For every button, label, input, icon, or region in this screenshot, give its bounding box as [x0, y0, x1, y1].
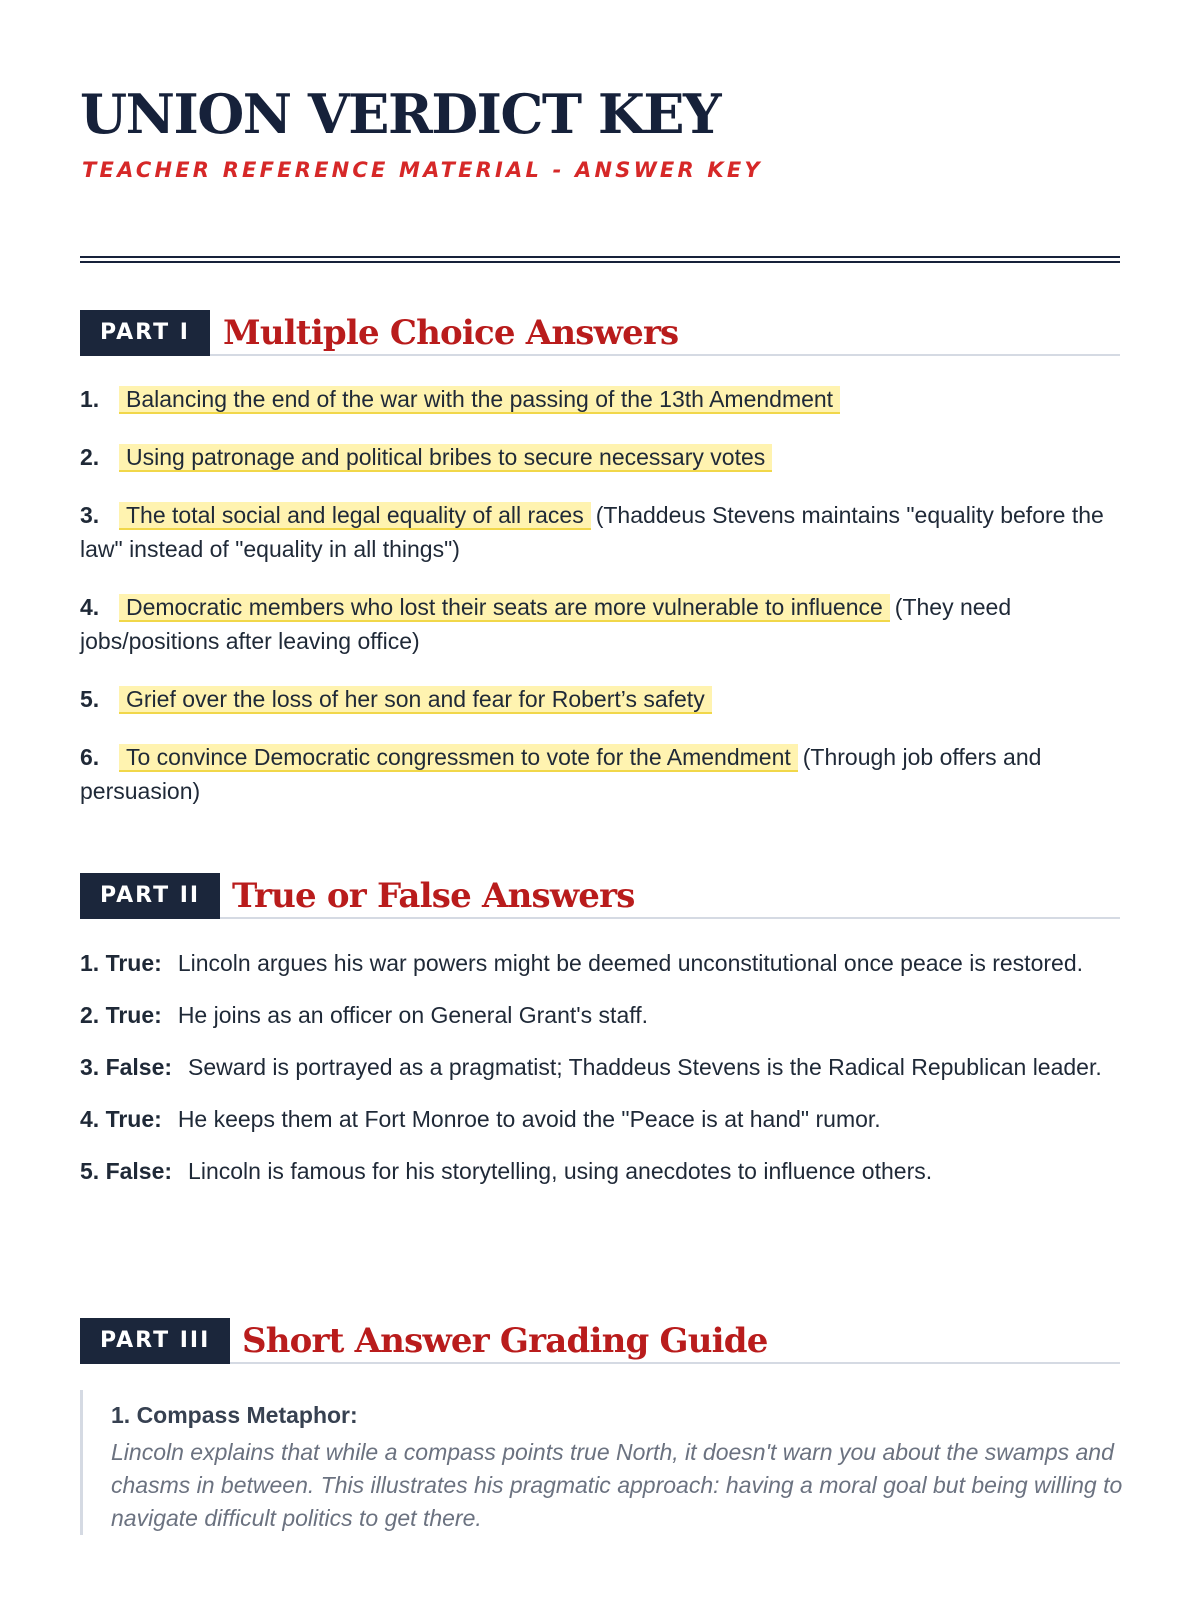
answer-note: (They need jobs/positions after leaving office) — [80, 594, 1012, 654]
item-number: 3. — [80, 502, 100, 528]
header-divider — [80, 256, 1120, 263]
part1-badge: PART I — [80, 310, 210, 356]
short-answer-text: Lincoln explains that while a compass points true North, it doesn't warn you about the swamps and chasms in between. This illustrates his pragmatic approach: having a moral goal but being willing to navigate difficult politics to get there. — [111, 1439, 1123, 1531]
list-item — [80, 382, 1120, 416]
list-item — [80, 440, 1120, 474]
part1-title: Multiple Choice Answers — [223, 313, 679, 353]
list-item — [80, 682, 1120, 716]
part3-badge: PART III — [80, 1318, 230, 1364]
answer-note: (Through job offers and persuasion) — [80, 744, 1042, 804]
item-number: 6. — [80, 744, 100, 770]
tf-explanation: Lincoln argues his war powers might be deemed unconstitutional once peace is restored. — [177, 950, 1083, 976]
item-number: 4. — [80, 594, 100, 620]
tf-label: 1. True: — [80, 950, 162, 976]
item-number: 1. — [80, 386, 100, 412]
part3-title: Short Answer Grading Guide — [242, 1321, 768, 1361]
list-item — [80, 740, 1120, 808]
tf-explanation: He joins as an officer on General Grant's staff. — [177, 1002, 648, 1028]
tf-label: 3. False: — [80, 1054, 173, 1080]
highlighted-answer: To convince Democratic congressmen to vote for the Amendment — [119, 744, 798, 772]
list-item — [80, 1050, 1120, 1084]
highlighted-answer: Democratic members who lost their seats are more vulnerable to influence — [119, 594, 890, 622]
tf-label: 2. True: — [80, 1002, 162, 1028]
list-item — [80, 1102, 1120, 1136]
short-answer-guide — [80, 1390, 1131, 1535]
part3-header — [80, 1318, 1120, 1364]
tf-label: 5. False: — [80, 1158, 173, 1184]
list-item — [80, 498, 1120, 566]
part2-header — [80, 873, 1120, 919]
part2-badge: PART II — [80, 873, 220, 919]
document-subtitle: TEACHER REFERENCE MATERIAL - ANSWER KEY — [82, 158, 763, 182]
highlighted-answer: Using patronage and political bribes to secure necessary votes — [119, 444, 772, 472]
tf-explanation: Lincoln is famous for his storytelling, using anecdotes to influence others. — [188, 1158, 933, 1184]
document-title: UNION VERDICT KEY — [80, 82, 721, 146]
item-number: 5. — [80, 686, 100, 712]
multiple-choice-list — [80, 382, 1120, 832]
item-number: 2. — [80, 444, 100, 470]
part1-header — [80, 310, 1120, 356]
list-item — [80, 998, 1120, 1032]
short-answer-heading: 1. Compass Metaphor: — [111, 1402, 358, 1428]
tf-explanation: Seward is portrayed as a pragmatist; Thaddeus Stevens is the Radical Republican leader. — [188, 1054, 1102, 1080]
highlighted-answer: The total social and legal equality of all races — [119, 502, 591, 530]
tf-label: 4. True: — [80, 1106, 162, 1132]
list-item — [80, 590, 1120, 658]
highlighted-answer: Balancing the end of the war with the passing of the 13th Amendment — [119, 386, 840, 414]
tf-explanation: He keeps them at Fort Monroe to avoid the "Peace is at hand" rumor. — [177, 1106, 881, 1132]
part2-title: True or False Answers — [232, 876, 635, 916]
list-item — [80, 1154, 1120, 1188]
true-false-list — [80, 946, 1120, 1206]
answer-note: (Thaddeus Stevens maintains "equality before the law" instead of "equality in all things") — [80, 502, 1104, 562]
list-item — [80, 946, 1120, 980]
highlighted-answer: Grief over the loss of her son and fear for Robert’s safety — [119, 686, 712, 714]
